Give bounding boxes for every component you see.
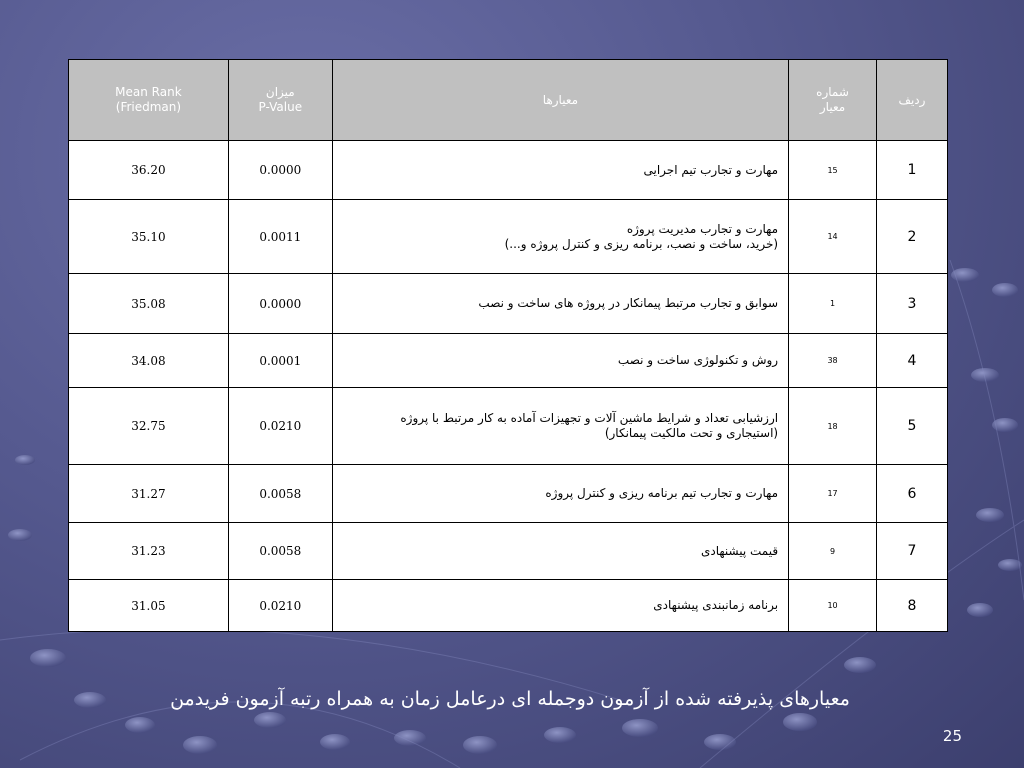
p-value-cell: 0.0001 bbox=[228, 334, 332, 388]
row-number-cell: 2 bbox=[877, 200, 948, 274]
table-row bbox=[69, 274, 948, 334]
p-value-cell: 0.0011 bbox=[228, 200, 332, 274]
slide-caption: معیارهای پذیرفته شده از آزمون دوجمله ای درعامل زمان به همراه رتبه آزمون فریدمن bbox=[170, 688, 850, 710]
p-value-cell: 0.0210 bbox=[228, 388, 332, 465]
criterion-number-cell: 1 bbox=[789, 274, 877, 334]
criterion-number-cell: 14 bbox=[789, 200, 877, 274]
criterion-cell: ارزشیابی تعداد و شرایط ماشین آلات و تجهیزات آماده به کار مرتبط با پروژه (استیجاری و تحت مالکیت پیمانکار) bbox=[332, 388, 788, 465]
p-value-cell: 0.0058 bbox=[228, 465, 332, 523]
row-number-cell: 5 bbox=[877, 388, 948, 465]
mean-rank-cell: 35.08 bbox=[69, 274, 229, 334]
header-row-number: ردیف bbox=[877, 60, 948, 141]
table-row bbox=[69, 523, 948, 580]
criterion-cell: مهارت و تجارب تیم برنامه ریزی و کنترل پروژه bbox=[332, 465, 788, 523]
p-value-cell: 0.0000 bbox=[228, 274, 332, 334]
table-row bbox=[69, 388, 948, 465]
table-row bbox=[69, 580, 948, 632]
mean-rank-cell: 31.27 bbox=[69, 465, 229, 523]
criterion-cell: برنامه زمانبندی پیشنهادی bbox=[332, 580, 788, 632]
mean-rank-cell: 31.05 bbox=[69, 580, 229, 632]
criterion-cell: سوابق و تجارب مرتبط پیمانکار در پروژه های ساخت و نصب bbox=[332, 274, 788, 334]
p-value-cell: 0.0000 bbox=[228, 141, 332, 200]
mean-rank-cell: 32.75 bbox=[69, 388, 229, 465]
page-number: 25 bbox=[942, 727, 962, 745]
criterion-number-cell: 38 bbox=[789, 334, 877, 388]
row-number-cell: 8 bbox=[877, 580, 948, 632]
mean-rank-cell: 34.08 bbox=[69, 334, 229, 388]
row-number-cell: 7 bbox=[877, 523, 948, 580]
criterion-number-cell: 15 bbox=[789, 141, 877, 200]
table-row bbox=[69, 141, 948, 200]
header-criteria: معیارها bbox=[332, 60, 788, 141]
criterion-number-cell: 17 bbox=[789, 465, 877, 523]
row-number-cell: 4 bbox=[877, 334, 948, 388]
criterion-number-cell: 10 bbox=[789, 580, 877, 632]
table-row bbox=[69, 334, 948, 388]
header-criterion-number: شماره معیار bbox=[789, 60, 877, 141]
criterion-number-cell: 9 bbox=[789, 523, 877, 580]
criterion-number-cell: 18 bbox=[789, 388, 877, 465]
row-number-cell: 1 bbox=[877, 141, 948, 200]
mean-rank-cell: 36.20 bbox=[69, 141, 229, 200]
table-row bbox=[69, 200, 948, 274]
mean-rank-cell: 35.10 bbox=[69, 200, 229, 274]
criterion-cell: مهارت و تجارب تیم اجرایی bbox=[332, 141, 788, 200]
criteria-table bbox=[68, 59, 948, 632]
row-number-cell: 6 bbox=[877, 465, 948, 523]
table-header-row bbox=[69, 60, 948, 141]
p-value-cell: 0.0058 bbox=[228, 523, 332, 580]
table-row bbox=[69, 465, 948, 523]
criterion-cell: روش و تکنولوژی ساخت و نصب bbox=[332, 334, 788, 388]
mean-rank-cell: 31.23 bbox=[69, 523, 229, 580]
row-number-cell: 3 bbox=[877, 274, 948, 334]
header-p-value: میزان P-Value bbox=[228, 60, 332, 141]
criterion-cell: مهارت و تجارب مدیریت پروژه (خرید، ساخت و نصب، برنامه ریزی و کنترل پروژه و...) bbox=[332, 200, 788, 274]
criterion-cell: قیمت پیشنهادی bbox=[332, 523, 788, 580]
p-value-cell: 0.0210 bbox=[228, 580, 332, 632]
header-mean-rank: Mean Rank (Friedman) bbox=[69, 60, 229, 141]
